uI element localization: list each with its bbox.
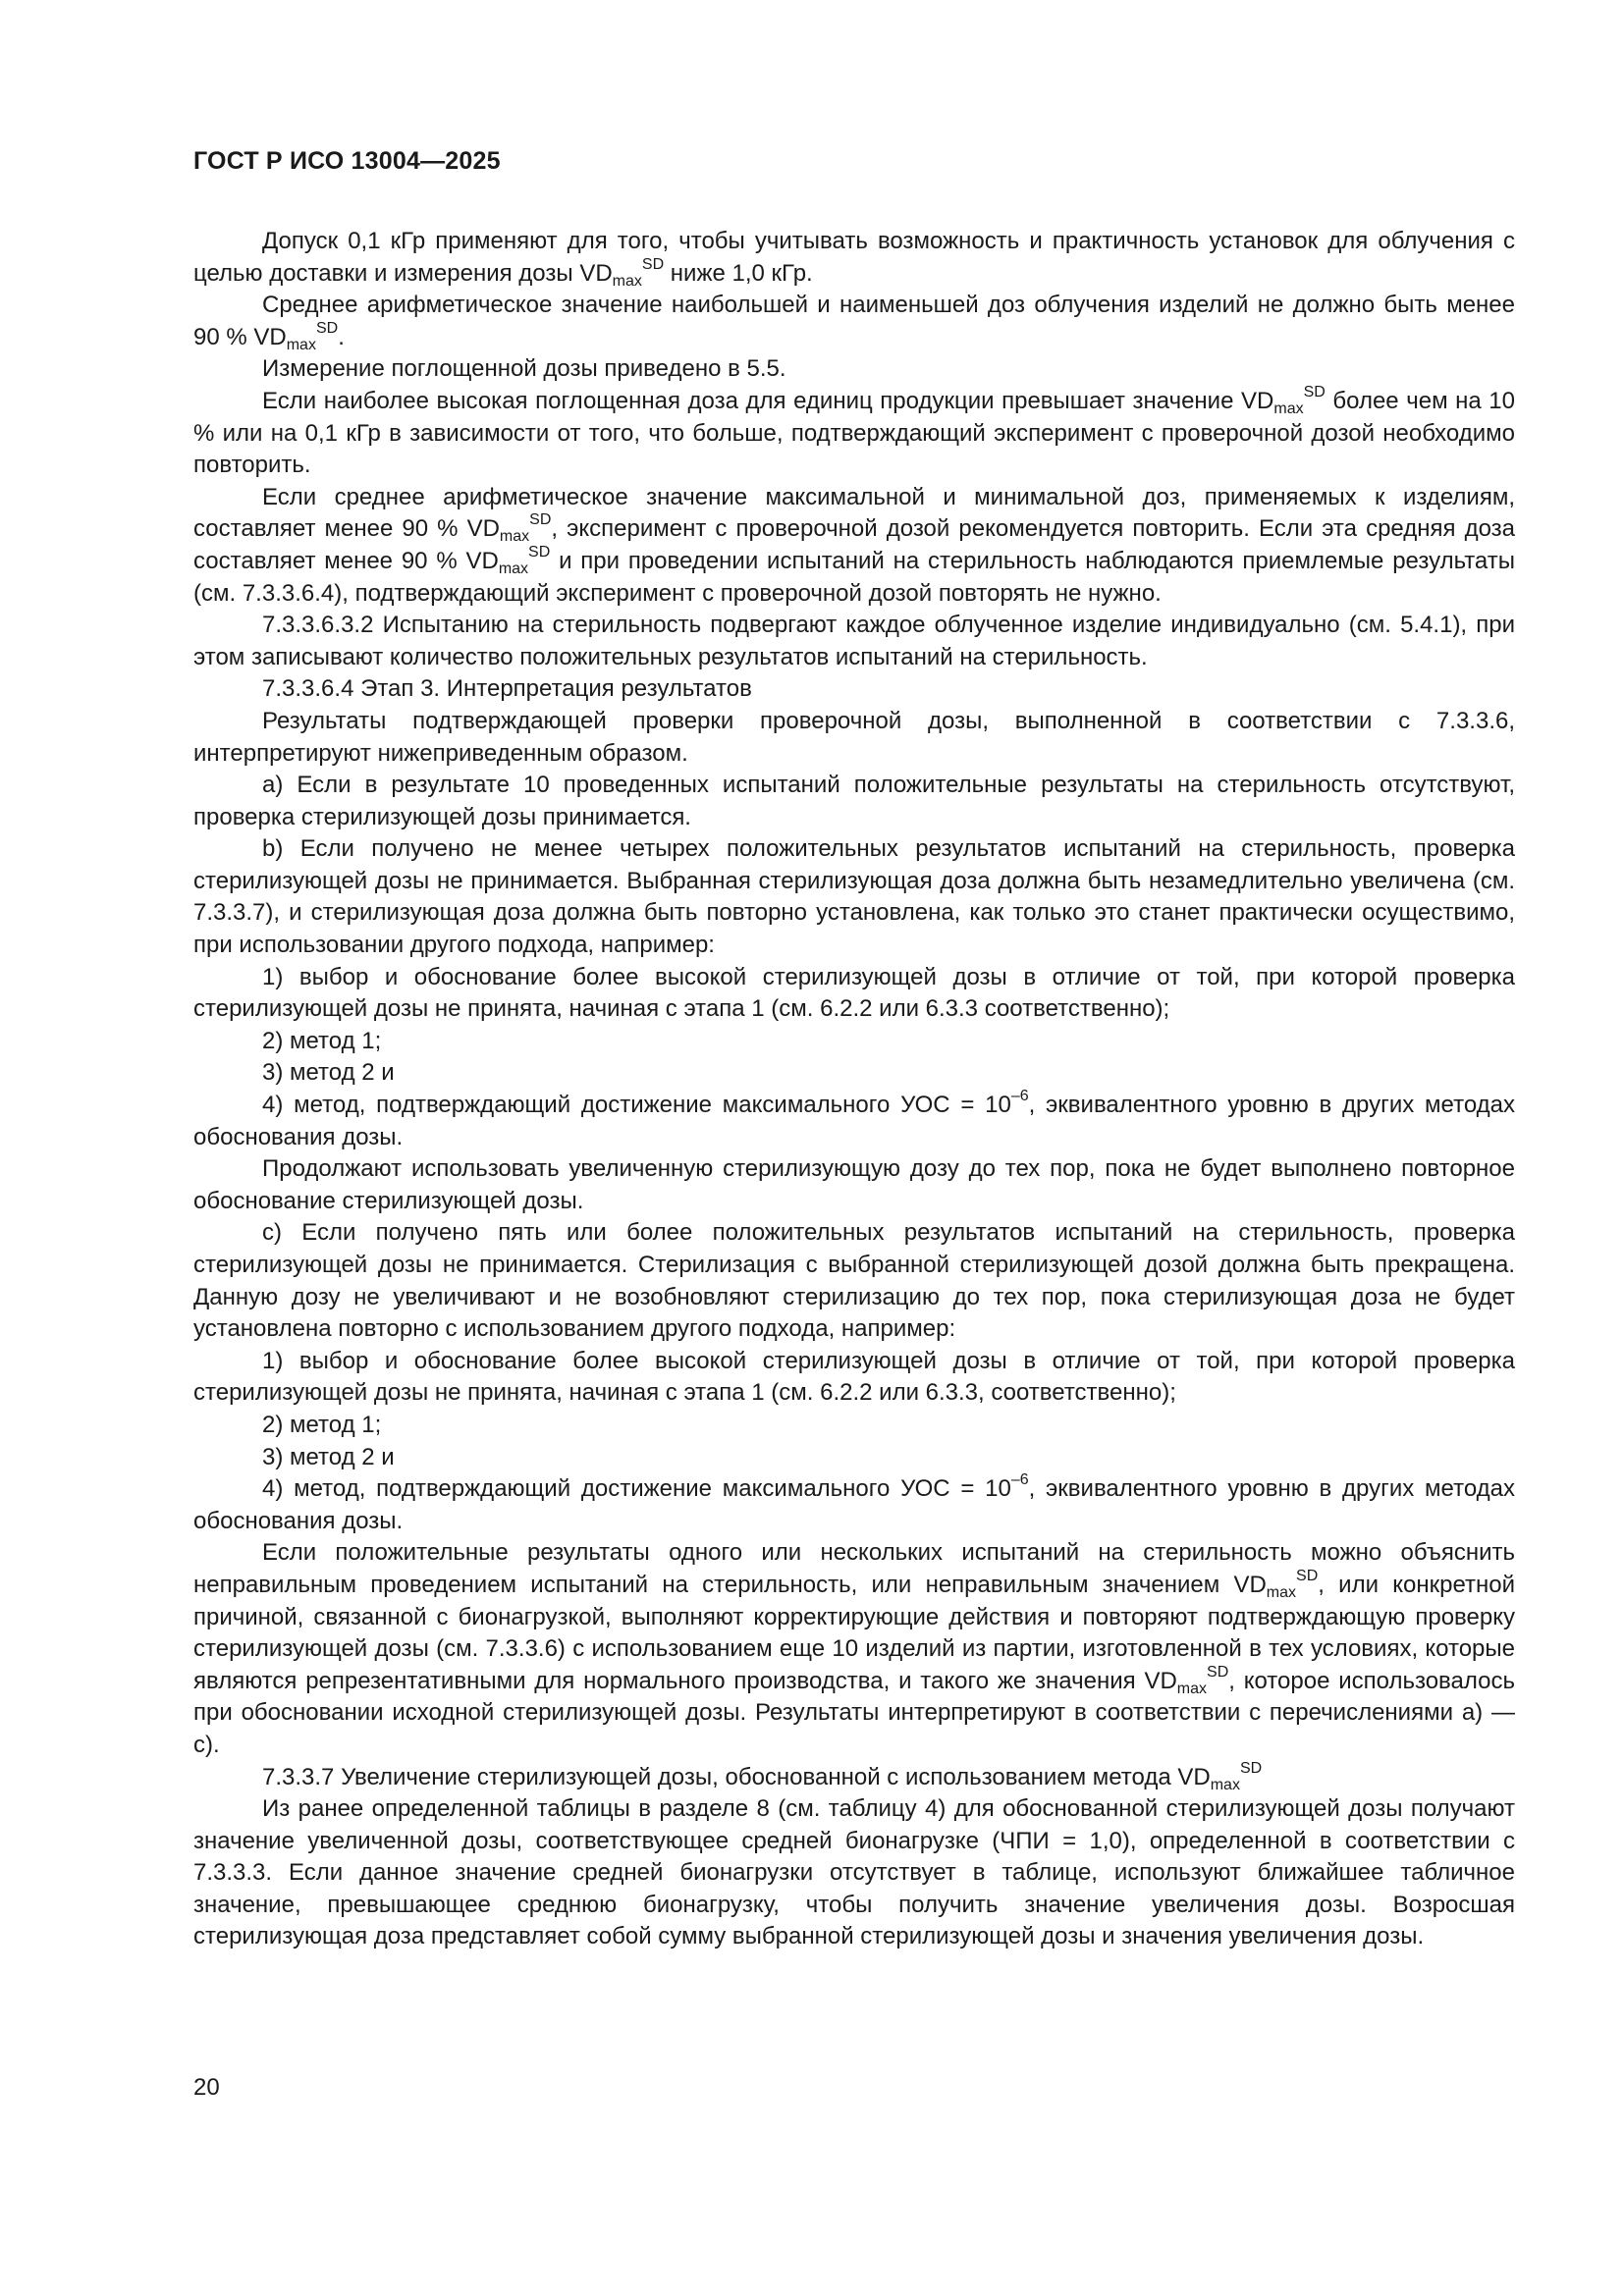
- paragraph-p5: Если среднее арифметическое значение максимальной и минимальной доз, применяемых к изделиям, составляет менее 90 % $VD_{max}^{SD}$, эксперимент с проверочной дозой рекомендуется повторить. Если эта средняя доза составляет менее 90 % $VD_{max}^{SD}$ и при проведении испытаний на стерильность наблюдаются приемлемые результаты (см. 7.3.3.6.4), подтверждающий эксперимент с проверочной дозой повторять не нужно.: [193, 483, 1516, 607]
- list-item-b-1: 1) выбор и обоснование более высокой стерилизующей дозы в отличие от той, при которой проверка стерилизующей дозы не принята, начиная с этапа 1 (см. 6.2.2 или 6.3.3 соответственно);: [193, 963, 1515, 1023]
- vd-max-sd-symbol: $VD_{max}^{SD}$: [1233, 1567, 1319, 1601]
- section-heading-7-3-3-7: 7.3.3.7 Увеличение стерилизующей дозы, обоснованной с использованием метода $VD_{max}^{SD}$: [262, 1759, 1263, 1793]
- paragraph-p4: Если наиболее высокая поглощенная доза для единиц продукции превышает значение $VD_{max}^{SD}$ более чем на 10 % или на 0,1 кГр в зависимости от того, что больше, подтверждающий эксперимент с проверочной дозой необходимо повторить.: [193, 383, 1516, 479]
- paragraph-p6: 7.3.3.6.3.2 Испытанию на стерильность подвергают каждое облученное изделие индивидуально (см. 5.4.1), при этом записывают количество положительных результатов испытаний на стерильность.: [193, 612, 1515, 670]
- vd-max-sd-symbol: $VD_{max}^{SD}$: [1177, 1759, 1263, 1793]
- vd-max-sd-symbol: $VD_{max}^{SD}$: [1241, 383, 1326, 417]
- paragraph-p15: Продолжают использовать увеличенную стерилизующую дозу до тех пор, пока не будет выполнено повторное обоснование стерилизующей дозы.: [193, 1155, 1515, 1214]
- section-heading-7-3-3-6-4: 7.3.3.6.4 Этап 3. Интерпретация результатов: [262, 675, 752, 703]
- vd-max-sd-symbol: $VD_{max}^{SD}$: [465, 543, 551, 577]
- list-item-c-1: 1) выбор и обоснование более высокой стерилизующей дозы в отличие от той, при которой проверка стерилизующей дозы не принята, начиная с этапа 1 (см. 6.2.2 или 6.3.3, соответственно);: [193, 1347, 1515, 1407]
- list-item-c-4: 4) метод, подтверждающий достижение максимального УОС = $10^{-6}$, эквивалентного уровню в других методах обоснования дозы.: [193, 1471, 1515, 1534]
- vd-max-sd-symbol: $VD_{max}^{SD}$: [579, 255, 665, 290]
- paragraph-p21: Если положительные результаты одного или нескольких испытаний на стерильность можно объяснить неправильным проведением испытаний на стерильность, или неправильным значением $VD_{max}^{SD}$, или конкретной причиной, связанной с бионагрузкой, выполняют корректирующие действия и повторяют подтверждающую проверку стерилизующей дозы (см. 7.3.3.6) с использованием еще 10 изделий из партии, изготовленной в тех условиях, которые являются репрезентативными для нормального производства, и такого же значения $VD_{max}^{SD}$, которое использовалось при обосновании исходной стерилизующей дозы. Результаты интерпретируют в соответствии с перечислениями a) — c).: [193, 1539, 1516, 1758]
- document-body: [193, 226, 1515, 1953]
- vd-max-sd-symbol: $VD_{max}^{SD}$: [466, 511, 552, 546]
- vd-max-sd-symbol: $VD_{max}^{SD}$: [1144, 1663, 1229, 1697]
- standard-header: ГОСТ Р ИСО 13004—2025: [193, 147, 501, 175]
- list-item-c: c) Если получено пять или более положительных результатов испытаний на стерильность, проверка стерилизующей дозы не принимается. Стерилизация с выбранной стерилизующей дозой должна быть прекращена. Данную дозу не увеличивают и не возобновляют стерилизацию до тех пор, пока стерилизующая доза не будет установлена повторно с использованием другого подхода, например:: [193, 1219, 1515, 1343]
- paragraph-p2: Среднее арифметическое значение наибольшей и наименьшей доз облучения изделий не должно быть менее 90 % $VD_{max}^{SD}$.: [193, 292, 1515, 353]
- paragraph-p23: Из ранее определенной таблицы в разделе 8 (см. таблицу 4) для обоснованной стерилизующей дозы получают значение увеличенной дозы, соответствующее средней бионагрузке (ЧПИ = 1,0), определенной в соответствии с 7.3.3.3. Если данное значение средней бионагрузки отсутствует в таблице, используют ближайшее табличное значение, превышающее среднюю бионагрузку, чтобы получить значение увеличения дозы. Возросшая стерилизующая доза представляет собой сумму выбранной стерилизующей дозы и значения увеличения дозы.: [193, 1795, 1515, 1950]
- list-item-c-2: 2) метод 1;: [262, 1411, 382, 1438]
- paragraph-p3: Измерение поглощенной дозы приведено в 5.5.: [262, 355, 786, 383]
- list-item-b-4: 4) метод, подтверждающий достижение максимального УОС = $10^{-6}$, эквивалентного уровню в других методах обоснования дозы.: [193, 1088, 1515, 1150]
- list-item-a: a) Если в результате 10 проведенных испытаний положительные результаты на стерильность отсутствуют, проверка стерилизующей дозы принимается.: [193, 772, 1515, 830]
- page-number: 20: [193, 2074, 220, 2101]
- list-item-b-2: 2) метод 1;: [262, 1027, 382, 1054]
- paragraph-p1: Допуск 0,1 кГр применяют для того, чтобы учитывать возможность и практичность установок для облучения с целью доставки и измерения дозы $VD_{max}^{SD}$ ниже 1,0 кГр.: [193, 228, 1515, 290]
- list-item-b: b) Если получено не менее четырех положительных результатов испытаний на стерильность, проверка стерилизующей дозы не принимается. Выбранная стерилизующая доза должна быть незамедлительно увеличена (см. 7.3.3.7), и стерилизующая доза должна быть повторно установлена, как только это станет практически осуществимо, при использовании другого подхода, например:: [193, 835, 1515, 959]
- list-item-c-3: 3) метод 2 и: [262, 1443, 395, 1470]
- paragraph-p8: Результаты подтверждающей проверки проверочной дозы, выполненной в соответствии с 7.3.3.6, интерпретируют нижеприведенным образом.: [193, 707, 1515, 767]
- list-item-b-3: 3) метод 2 и: [262, 1059, 395, 1087]
- vd-max-sd-symbol: $VD_{max}^{SD}$: [253, 319, 339, 353]
